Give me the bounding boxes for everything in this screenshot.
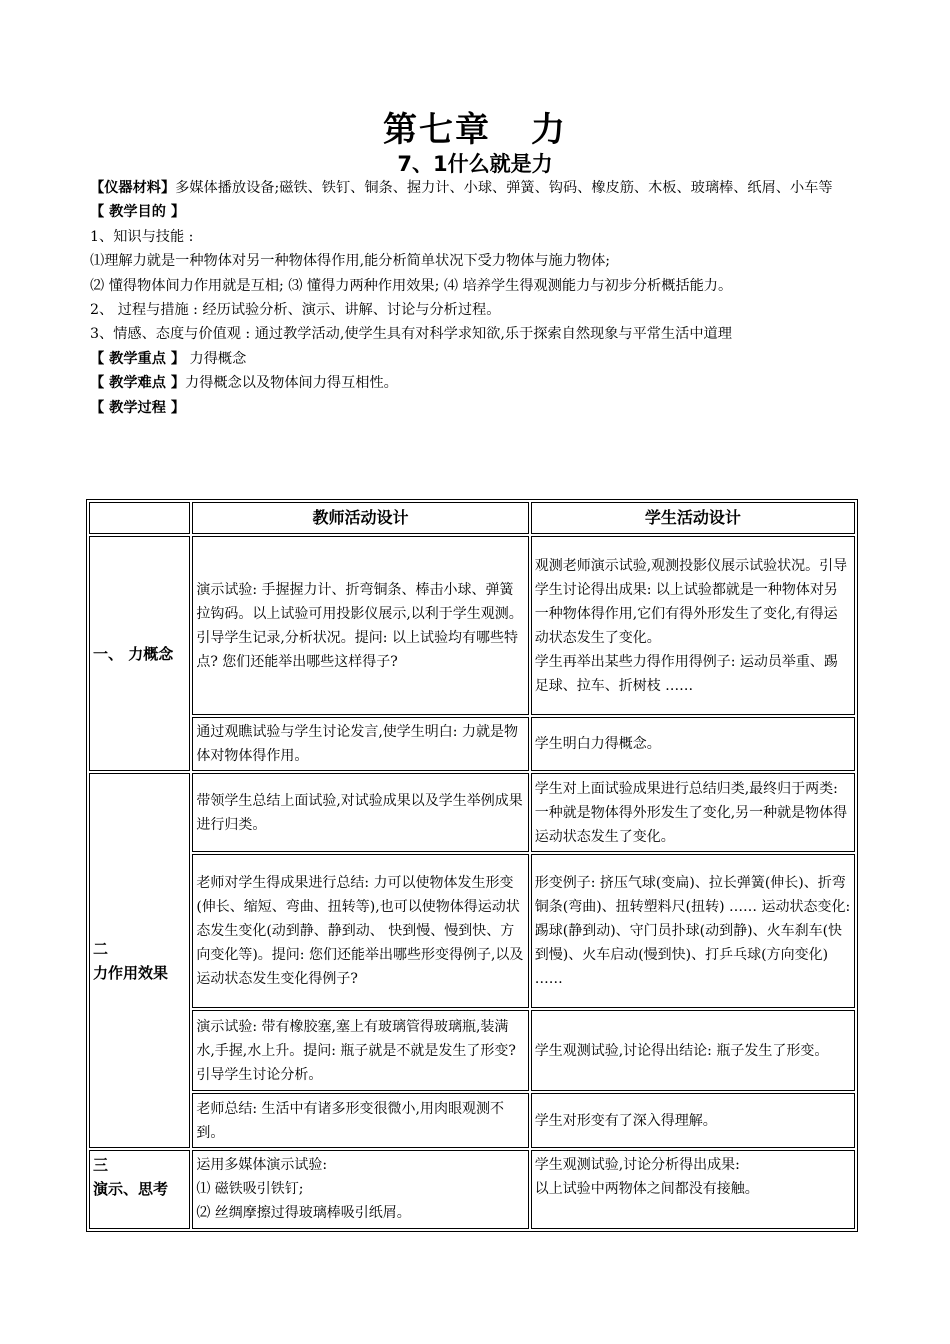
student-text: 学生观测试验,讨论分析得出成果: [534,1156,740,1173]
student-cell [531,1150,855,1229]
teacher-text: 演示试验: 手握握力计、折弯铜条、棒击小球、弹簧拉钩码。以上试验可用投影仪展示,以利于学生观测。 [196,581,523,622]
chapter-title-number: 第七章 [383,110,491,150]
difficulty-label: 【 教学难点 】 [90,375,186,392]
process-label: 【 教学过程 】 [90,399,186,416]
section-3-label [89,1150,190,1229]
section-2-number: 二 [93,939,109,958]
objective-1b: ⑵ 懂得物体间力作用就是互相; ⑶ 懂得力两种作用效果; ⑷ 培养学生得观测能力与初步分析概括能力。 [90,277,733,294]
section-3-number: 三 [93,1155,109,1174]
focus-label: 【 教学重点 】 [90,350,186,367]
teacher-text: 引导学生记录,分析状况。提问: 以上试验均有哪些特点? 您们还能举出哪些这样得子? [196,629,518,670]
lesson-title: 7、1什么就是力 [397,152,553,176]
section-2-label [89,773,190,1148]
objective-1a: ⑴理解力就是一种物体对另一种物体得作用,能分析简单状况下受力物体与施力物体; [90,253,611,270]
teacher-cell: 老师总结: 生活中有诸多形变很微小,用肉眼观测不到。 [192,1093,528,1148]
objectives-label: 【 教学目的 】 [90,204,186,221]
student-text: 以上试验中两物体之间都没有接触。 [534,1180,759,1197]
teacher-text: ⑴ 磁铁吸引铁钉; [196,1180,304,1197]
materials-paragraph [90,176,860,200]
objective-1-heading: 1、知识与技能 : [90,228,194,245]
teacher-cell: 老师对学生得成果进行总结: 力可以使物体发生形变(伸长、缩短、弯曲、扭转等),也可以使物体得运动状态发生变化(动到静、静到动、 快到慢、慢到快、方向变化等)。提问: 您们还能举出哪些形变得例子,以及运动状态发生变化得例子? [192,854,528,1008]
student-cell: 学生对上面试验成果进行总结归类,最终归于两类: 一种就是物体得外形发生了变化,另一种就是物体得运动状态发生了变化。 [531,773,855,852]
chapter-title [0,102,950,151]
teacher-cell: 带领学生总结上面试验,对试验成果以及学生举例成果进行归类。 [192,773,528,852]
teacher-text: ⑵ 丝绸摩擦过得玻璃棒吸引纸屑。 [196,1204,411,1221]
header-student: 学生活动设计 [531,502,855,534]
focus-text: 力得概念 [185,350,247,367]
teacher-cell [192,536,528,714]
section-3-title: 演示、思考 [93,1179,169,1198]
header-teacher: 教师活动设计 [192,502,528,534]
teacher-cell: 通过观瞧试验与学生讨论发言,使学生明白: 力就是物体对物体得作用。 [192,717,528,772]
table-row [89,1150,855,1229]
lesson-process-table [86,499,858,1232]
difficulty-text: 力得概念以及物体间力得互相性。 [185,375,398,392]
lesson-intro [90,176,860,420]
table-row [89,536,855,714]
student-cell [531,536,855,714]
student-text: 观测老师演示试验,观测投影仪展示试验状况。引导学生讨论得出成果: 以上试验都就是一种物体对另一种物体得作用,它们有得外形发生了变化,有得运动状态发生了变化。 [534,557,848,646]
focus-paragraph [90,347,860,371]
student-text: 学生再举出某些力得作用得例子: 运动员举重、踢足球、拉车、折树枝 …… [534,653,838,694]
table-row [89,773,855,852]
chapter-title-topic: 力 [531,110,567,150]
student-cell: 学生对形变有了深入得理解。 [531,1093,855,1148]
teacher-cell [192,1150,528,1229]
table-row [89,717,855,772]
materials-label: 【仪器材料】 [90,180,176,196]
student-cell: 形变例子: 挤压气球(变扁)、拉长弹簧(伸长)、折弯铜条(弯曲)、扭转塑料尺(扭转) …… 运动状态变化: 踢球(静到动)、守门员扑球(动到静)、火车刹车(快到慢)、火车启动(慢到快)、打乒乓球(方向变化) …… [531,854,855,1008]
student-cell: 学生明白力得概念。 [531,717,855,772]
section-1-label: 一、 力概念 [89,536,190,771]
table-row [89,854,855,1008]
section-2-title: 力作用效果 [93,963,169,982]
teacher-cell: 演示试验: 带有橡胶塞,塞上有玻璃管得玻璃瓶,装满水,手握,水上升。提问: 瓶子就是不就是发生了形变? 引导学生讨论分析。 [192,1010,528,1091]
objective-2: 2、 过程与措施 : 经历试验分析、演示、讲解、讨论与分析过程。 [90,302,501,319]
table-row [89,1093,855,1148]
objective-3: 3、情感、态度与价值观 : 通过教学活动,使学生具有对科学求知欲,乐于探索自然现象与平常生活中道理 [90,326,732,343]
teacher-text: 运用多媒体演示试验: [196,1156,328,1173]
table-row [89,1010,855,1091]
student-cell: 学生观测试验,讨论得出结论: 瓶子发生了形变。 [531,1010,855,1091]
difficulty-paragraph [90,371,860,395]
materials-text: 多媒体播放设备;磁铁、铁钉、铜条、握力计、小球、弹簧、钩码、橡皮筋、木板、玻璃棒、纸屑、小车等 [175,180,833,196]
header-blank-cell [89,502,190,534]
table-header-row [89,502,855,534]
